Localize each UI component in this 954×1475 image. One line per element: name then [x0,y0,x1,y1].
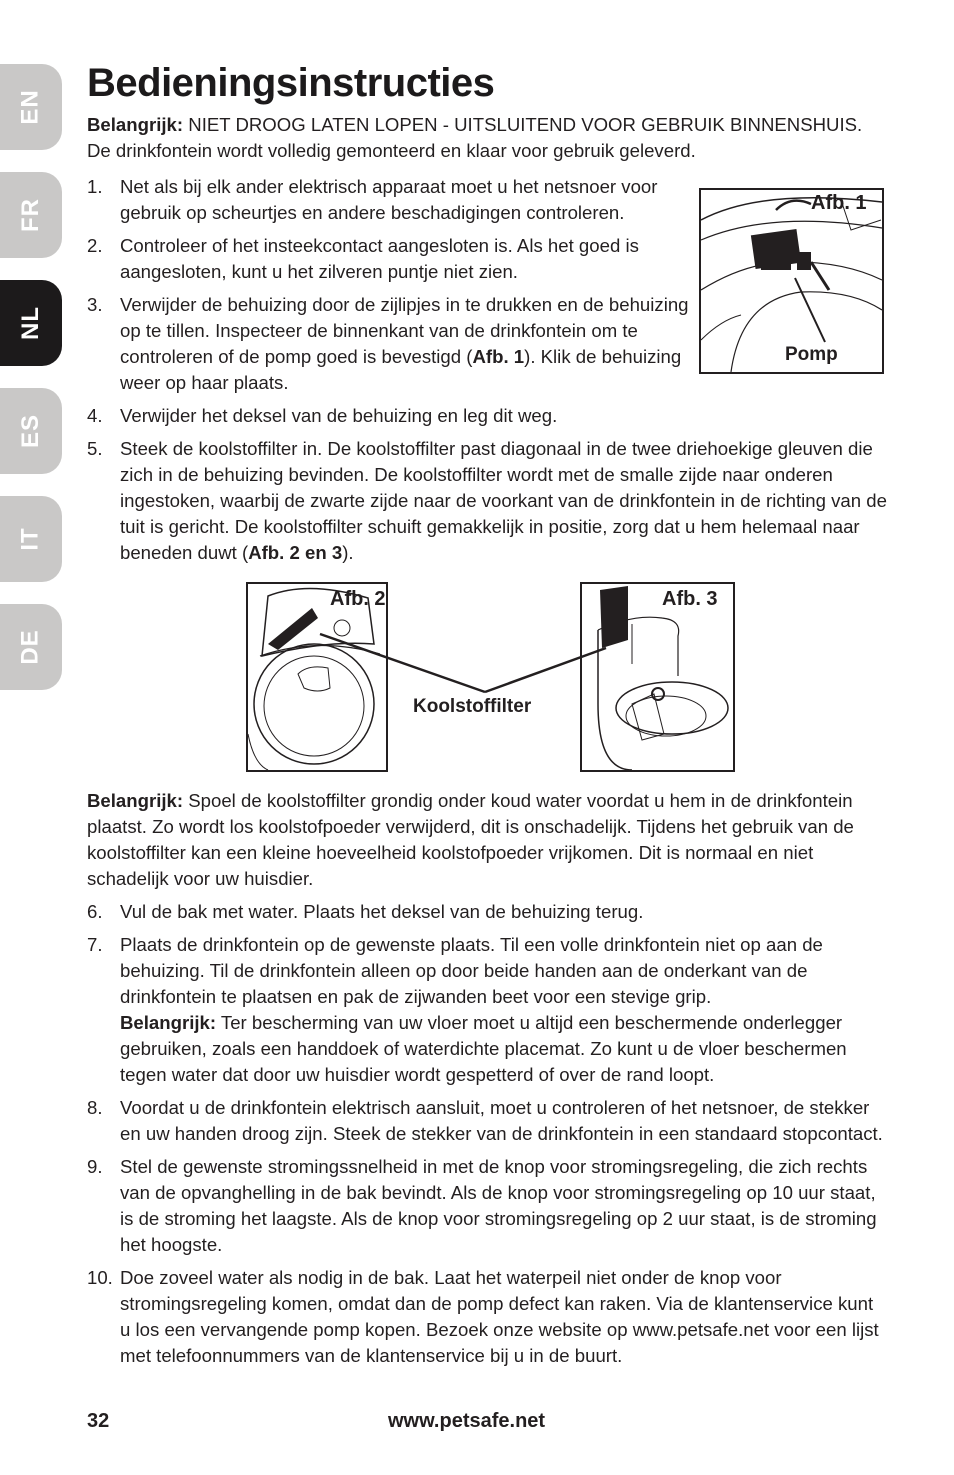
rinse-note [87,788,887,892]
figure-2 [246,582,388,772]
step-note-text: Ter bescherming van uw vloer moet u altijd een beschermende onderlegger gebruiken, zoals een handdoek of waterdichte placemat. Zo kunt u de vloer beschermen tegen water dat door uw huisdier wordt gespetterd of over de rand loopt. [120,1012,847,1085]
step-text: Steek de koolstoffilter in. De koolstoffilter past diagonaal in de twee driehoekige gleuven die zich in de behuizing bevinden. De koolstoffilter wordt met de smalle zijde naar onderen ingestoken, waarbij de zwarte zijde naar de voorkant van de drinkfontein in de richting van de tuit is gericht. De koolstoffilter schuift gemakkelijk in positie, zorg dat u hem helemaal naar beneden duwt ( [120,438,887,563]
step-text: Doe zoveel water als nodig in de bak. Laat het waterpeil niet onder de knop voor stromingsregeling komen, omdat dan de pomp defect kan raken. Via de klantenservice kunt u los een vervangende pomp kopen. Bezoek onze website op www.petsafe.net voor een lijst met telefoonnummers van de klantenservice bij u in de buurt. [120,1267,879,1366]
tab-label: NL [17,306,44,340]
filter-callout-label: Koolstoffilter [413,696,532,717]
step-text: Vul de bak met water. Plaats het deksel van de behuizing terug. [120,901,644,922]
figure-1 [699,188,884,374]
tab-en[interactable] [0,64,62,150]
list-item [87,1154,887,1258]
figure-3 [580,582,735,772]
tab-label: EN [17,89,44,125]
figure-reference: Afb. 1 [472,346,525,367]
page-number: 32 [87,1410,110,1432]
step-text: Stel de gewenste stromingssnelheid in met de knop voor stromingsregeling, die zich rechts van de opvanghelling in de bak bevindt. Als de knop voor stromingsregeling op 10 uur staat, is de stroming het laagste. Als de knop voor stromingsregeling op 2 uur staat, is de stroming het hoogste. [120,1156,877,1255]
pump-callout-label: Pomp [785,344,838,365]
step-text: Plaats de drinkfontein op de gewenste plaats. Til een volle drinkfontein niet op aan de behuizing. Til de drinkfontein alleen op door beide handen aan de onderkant van de drinkfontein te plaatsen en pak de zijwanden beet voor een stevige grip. [120,934,823,1007]
step-text: Verwijder de behuizing door de zijlipjes in te drukken en de behuizing op te tillen. Inspecteer de binnenkant van de drinkfontein om te controleren of de pomp goed is bevestigd ( [120,294,689,367]
step-number: 10. [87,1267,113,1288]
page-title: Bedieningsinstructies [87,61,495,105]
step-number: 2. [87,235,103,256]
figure-reference: Afb. 2 en 3 [248,542,343,563]
step-text: Controleer of het insteekcontact aangesloten is. Als het goed is aangesloten, kunt u het zilveren puntje niet zien. [120,235,639,282]
page-footer [87,1410,887,1433]
list-item [87,233,680,285]
list-item [87,292,695,396]
intro-note-label: Belangrijk: [87,114,184,135]
intro-note [87,112,887,164]
tab-fr[interactable] [0,172,62,258]
step-text: Net als bij elk ander elektrisch apparaat moet u het netsnoer voor gebruik op scheurtjes en andere beschadigingen controleren. [120,176,658,223]
step-text: ). [342,542,354,563]
step-number: 7. [87,934,103,955]
page-content [87,58,887,1369]
filter-illustration-top [248,584,386,770]
filter-callout-lines [87,582,887,788]
step-text: ). Klik de behuizing weer op haar plaats. [120,346,682,393]
list-item [87,932,887,1088]
tab-label: FR [17,198,44,232]
step-number: 3. [87,294,103,315]
step-number: 1. [87,176,103,197]
step-text: Verwijder het deksel van de behuizing en leg dit weg. [120,405,558,426]
figure-1-label: Afb. 1 [811,192,867,214]
tab-es[interactable] [0,388,62,474]
tab-label: DE [17,629,44,665]
filter-illustration-side [582,584,733,770]
step-number: 8. [87,1097,103,1118]
list-item [87,403,887,429]
step-note-label: Belangrijk: [120,1012,217,1033]
tab-nl[interactable] [0,280,62,366]
figure-row [87,582,887,788]
list-item [87,899,887,925]
tab-de[interactable] [0,604,62,690]
list-item [87,436,887,566]
list-item [87,1095,887,1147]
step-number: 4. [87,405,103,426]
list-item [87,1265,887,1369]
footer-url[interactable]: www.petsafe.net [388,1410,546,1432]
rinse-note-text: Spoel de koolstoffilter grondig onder koud water voordat u hem in de drinkfontein plaatst. Zo wordt los koolstofpoeder verwijderd, dit is onschadelijk. Tijdens het gebruik van de koolstoffilter kan een kleine hoeveelheid koolstofpoeder vrijkomen. Dit is normaal en niet schadelijk voor uw huisdier. [87,790,854,889]
tab-label: ES [16,413,44,449]
figure-3-label: Afb. 3 [662,588,718,610]
list-item [87,174,680,226]
step-text: Voordat u de drinkfontein elektrisch aansluit, moet u controleren of het netsnoer, de stekker en uw handen droog zijn. Steek de stekker van de drinkfontein in een standaard stopcontact. [120,1097,883,1144]
step-number: 5. [87,438,103,459]
figure-2-label: Afb. 2 [330,588,386,610]
step-number: 9. [87,1156,103,1177]
rinse-note-label: Belangrijk: [87,790,184,811]
tab-label: IT [16,527,44,551]
tab-it[interactable] [0,496,62,582]
intro-note-text: NIET DROOG LATEN LOPEN - UITSLUITEND VOOR GEBRUIK BINNENSHUIS. De drinkfontein wordt volledig gemonteerd en klaar voor gebruik geleverd. [87,114,863,161]
step-number: 6. [87,901,103,922]
steps-list-2 [87,899,887,1369]
